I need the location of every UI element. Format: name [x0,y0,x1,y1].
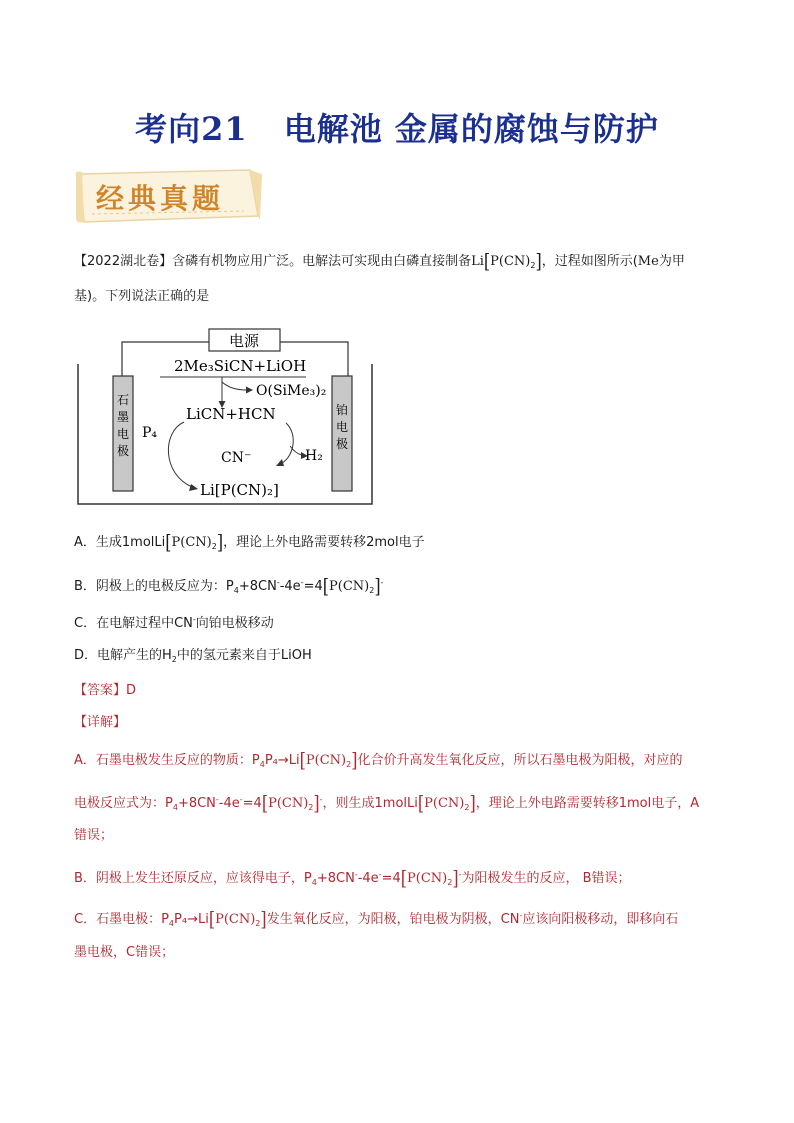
detail-a-text-2: 化合价升高发生氧化反应，所以石墨电极为阳极，对应的 [357,753,683,768]
detail-label: 【详解】 [74,715,127,730]
option-b-text-2: +8CN [238,579,277,594]
answer-line [74,681,136,701]
option-b-text-3: -4e [279,579,301,594]
eq-text-3: =4 [242,796,262,811]
formula-pcn: P(CN) [268,796,309,811]
electrolysis-diagram [76,324,382,510]
detail-a-text: A．石墨电极发生反应的物质：P [74,753,260,768]
platinum-electrode-label-1: 铂 [335,403,349,417]
bracket-close: ] [313,790,320,815]
h2-label: H₂ [305,448,323,464]
detail-a-line-2: 电极反应式为：$P_4+8CN^--4e^-=4[P(CN)_2]^-$，则生成$1molLi[P(CN)_2]$，理论上外电路需要转移1mol电子，A [74,790,700,815]
detail-a2-text-3: ，理论上外电路需要转移1mol电子，A [475,796,700,811]
formula-sub: 2 [447,878,453,887]
formula-sub: 2 [346,760,352,769]
eq-text: +8CN [316,871,355,886]
option-c-text: C．在电解过程中CN [74,616,193,631]
detail-c-line-2: 墨电极，C错误； [74,945,175,960]
formula-arrow: P₄→Li [174,912,209,927]
reactants-label: 2Me₃SiCN+LiOH [174,357,307,375]
title-topic-name: 电解池 金属的腐蚀与防护 [283,110,659,148]
answer-label: 【答案】 [74,683,127,698]
title-topic-number: 考向21 [135,110,248,148]
question-stem-text: 含磷有机物应用广泛。电解法可实现由白磷直接制备 [172,254,472,269]
option-b-text: B．阴极上的电极反应为：P [74,579,234,594]
option-c-text-2: 向铂电极移动 [195,616,274,631]
formula-pcn: P(CN) [424,796,465,811]
option-a-text-2: ，理论上外电路需要转移2mol电子 [223,535,425,550]
option-d-text: D．电解产生的H [74,648,172,663]
bracket-open: [ [322,573,329,598]
bracket-open: [ [299,747,306,772]
bracket-open: [ [261,790,269,815]
formula-li: Li [471,254,484,269]
platinum-electrode-label-3: 极 [335,437,349,451]
formula-sub: 2 [464,803,470,812]
product-label: Li[P(CN)₂] [200,481,279,499]
page-title [0,104,794,150]
answer-value: D [126,683,137,698]
intermediate-label: LiCN+HCN [186,405,276,423]
question-stem-line-2: 基)。下列说法正确的是 [74,289,210,304]
power-source-label: 电源 [228,332,260,350]
graphite-electrode-label-2: 墨 [116,410,130,424]
detail-c-line-1: C．石墨电极：$P_4P_4\to Li[P(CN)_2]$发生氧化反应，为阳极，铂电极为阴极，CN-应该向阳极移动，即移向石 [74,906,679,931]
eq-text-3: =4 [381,871,401,886]
banner-text: 经典真题 [96,182,225,215]
formula-sub: 2 [369,586,375,595]
eq-text: +8CN [177,796,216,811]
formula-sub: 2 [308,803,314,812]
bracket-open: [ [165,529,172,554]
detail-b-text: B．阴极上发生还原反应，应该得电子，P [74,871,312,886]
question-stem-text-2: ，过程如图所示( [541,254,638,269]
question-stem-line-1 [74,248,685,276]
question-source: 【2022湖北卷】 [74,254,173,269]
formula-pcn: P(CN) [407,871,448,886]
graphite-electrode-label-3: 电 [116,427,130,441]
detail-a-line-3: 错误； [74,828,114,843]
bracket-close: ] [260,906,267,931]
option-c: C．在电解过程中CN-向铂电极移动 [74,615,274,631]
eq-text-2: -4e [218,796,240,811]
option-b: B．阴极上的电极反应为：$P_4+8CN^--4e^-=4[P(CN)_2]^-$ [74,573,384,598]
section-banner [74,166,264,226]
detail-a2-text-2: ，则生成1molLi [322,796,418,811]
option-d-text-2: 中的氢元素来自于LiOH [176,648,312,663]
detail-c-text: C．石墨电极：P [74,912,169,927]
graphite-electrode-label-4: 极 [116,444,130,458]
formula-pcn: P(CN) [171,535,212,550]
detail-c-text-3: 应该向阳极移动，即移向石 [522,912,679,927]
bracket-close: ] [216,529,224,554]
bracket-close: ] [535,248,542,273]
formula-sub: 2 [255,919,261,928]
bracket-open: [ [417,790,425,815]
formula-sub: 2 [530,261,536,270]
bracket-open: [ [483,248,491,273]
formula-pcn: P(CN) [215,912,256,927]
formula-pcn: P(CN) [490,254,531,269]
graphite-electrode-label-1: 石 [116,393,130,407]
bracket-close: ] [374,573,381,598]
option-b-text-4: =4 [303,579,323,594]
eq-text-2: -4e [357,871,379,886]
formula-pcn: P(CN) [305,753,347,768]
bracket-close: ] [452,865,459,890]
option-a-text: A．生成1molLi [74,535,166,550]
bracket-close: ] [351,747,358,772]
option-a [74,529,425,557]
detail-a-line-1: A．石墨电极发生反应的物质：$P_4P_4\to Li[P(CN)_2]$化合价升高发生氧化反应，所以石墨电极为阳极，对应的 [74,747,683,772]
bracket-close: ] [469,790,476,815]
platinum-electrode-label-2: 电 [335,420,349,434]
formula-pcn: P(CN) [329,579,370,594]
detail-c-text-2: 发生氧化反应，为阳极，铂电极为阴极，CN [266,912,520,927]
formula-arrow: P₄→Li [264,753,300,768]
p4-label: P₄ [142,425,158,441]
bracket-open: [ [208,906,216,931]
detail-b-text-2: 为阳极发生的反应， B错误； [461,871,631,886]
byproduct-label: O(SiMe₃)₂ [256,383,327,399]
bracket-open: [ [400,865,407,890]
option-d: D．电解产生的$H_2$中的氢元素来自于LiOH [74,648,312,664]
formula-sub: 2 [211,542,217,551]
cn-ion-label: CN⁻ [221,450,252,466]
detail-a2-text: 电极反应式为：P [74,796,173,811]
question-stem-text-3: 为甲 [658,254,685,269]
question-me: Me [637,254,659,269]
detail-b-line: B．阴极上发生还原反应，应该得电子，$P_4+8CN^--4e^-=4[P(CN)_2]^-$为阳极发生的反应， B错误； [74,865,631,890]
